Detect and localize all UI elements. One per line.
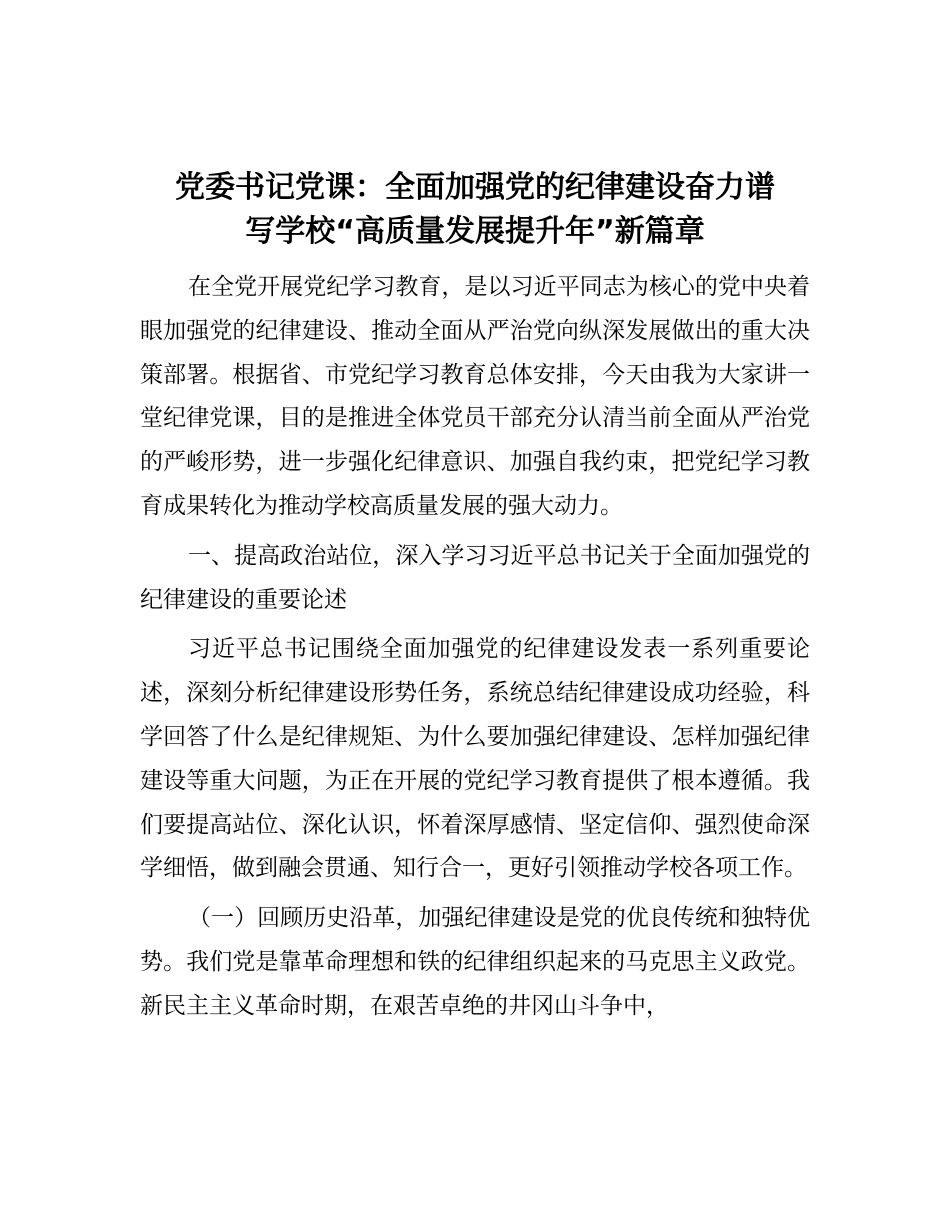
paragraph-subsection-1: （一）回顾历史沿革，加强纪律建设是党的优良传统和独特优势。我们党是靠革命理想和铁的纪律组织起来的马克思主义政党。新民主主义革命时期，在艰苦卓绝的井冈山斗争中， (140, 905, 810, 1019)
title-line-1: 党委书记党课：全面加强党的纪律建设奋力谱 (175, 170, 775, 205)
title-line-2: 写学校“高质量发展提升年”新篇章 (245, 214, 705, 249)
paragraph-section-1: 习近平总书记围绕全面加强党的纪律建设发表一系列重要论述，深刻分析纪律建设形势任务，系统总结纪律建设成功经验，科学回答了什么是纪律规矩、为什么要加强纪律建设、怎样加强纪律建设等重大问题，为正在开展的党纪学习教育提供了根本遵循。我们要提高站位、深化认识，怀着深厚感情、坚定信仰、强烈使命深学细悟，做到融会贯通、知行合一，更好引领推动学校各项工作。 (140, 636, 810, 882)
paragraph-intro: 在全党开展党纪学习教育，是以习近平同志为核心的党中央着眼加强党的纪律建设、推动全面从严治党向纵深发展做出的重大决策部署。根据省、市党纪学习教育总体安排，今天由我为大家讲一堂纪律党课，目的是推进全体党员干部充分认清当前全面从严治党的严峻形势，进一步强化纪律意识、加强自我约束，把党纪学习教育成果转化为推动学校高质量发展的强大动力。 (140, 274, 810, 519)
document-body (140, 266, 810, 1035)
document-title (140, 166, 810, 254)
section-heading-1: 一、提高政治站位，深入学习习近平总书记关于全面加强党的纪律建设的重要论述 (140, 542, 810, 613)
